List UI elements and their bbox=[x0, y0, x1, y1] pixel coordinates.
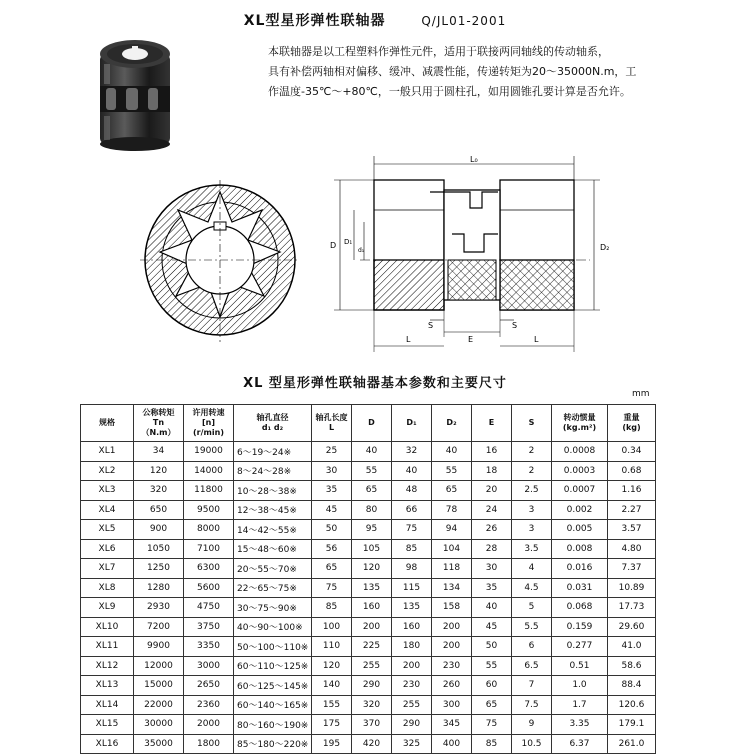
table-row bbox=[81, 695, 656, 715]
table-row bbox=[81, 734, 656, 754]
table-cell: 41.0 bbox=[608, 637, 656, 657]
table-cell: 0.016 bbox=[552, 559, 608, 579]
table-cell: 1280 bbox=[134, 578, 184, 598]
table-row bbox=[81, 461, 656, 481]
table-cell: 0.068 bbox=[552, 598, 608, 618]
table-cell: 60 bbox=[472, 676, 512, 696]
table-cell: 200 bbox=[432, 617, 472, 637]
column-header bbox=[608, 405, 656, 442]
table-cell: 0.0003 bbox=[552, 461, 608, 481]
table-cell: 0.68 bbox=[608, 461, 656, 481]
unit-label: mm bbox=[632, 389, 650, 399]
column-header-line: Tn bbox=[152, 418, 165, 427]
table-cell: 255 bbox=[392, 695, 432, 715]
table-row bbox=[81, 676, 656, 696]
table-cell: 6～19～24※ bbox=[234, 442, 312, 462]
table-cell: 230 bbox=[392, 676, 432, 696]
table-cell: 25 bbox=[312, 442, 352, 462]
table-cell: 60～140～165※ bbox=[234, 695, 312, 715]
table-cell: 4.5 bbox=[512, 578, 552, 598]
table-cell: 35 bbox=[472, 578, 512, 598]
column-header-line: d₁ d₂ bbox=[261, 423, 284, 432]
table-cell: 900 bbox=[134, 520, 184, 540]
table-cell: 160 bbox=[392, 617, 432, 637]
table-cell: 1050 bbox=[134, 539, 184, 559]
column-header bbox=[81, 405, 134, 442]
product-photo bbox=[86, 24, 186, 154]
table-row bbox=[81, 715, 656, 735]
table-cell: 155 bbox=[312, 695, 352, 715]
table-cell: 80～160～190※ bbox=[234, 715, 312, 735]
table-cell: 50～100～110※ bbox=[234, 637, 312, 657]
dim-S: S bbox=[428, 321, 434, 330]
table-cell: 0.0007 bbox=[552, 481, 608, 501]
table-cell: 0.008 bbox=[552, 539, 608, 559]
side-view bbox=[330, 155, 609, 352]
table-cell: 7 bbox=[512, 676, 552, 696]
table-cell: 0.34 bbox=[608, 442, 656, 462]
table-cell: 12～38～45※ bbox=[234, 500, 312, 520]
dim-D2: D₂ bbox=[600, 243, 610, 252]
table-cell: 0.005 bbox=[552, 520, 608, 540]
table-row bbox=[81, 481, 656, 501]
model-cell: XL2 bbox=[81, 461, 134, 481]
table-cell: 22000 bbox=[134, 695, 184, 715]
table-cell: 95 bbox=[352, 520, 392, 540]
column-header-line: 轴孔长度 bbox=[315, 413, 348, 422]
product-description bbox=[268, 42, 668, 102]
table-cell: 160 bbox=[352, 598, 392, 618]
table-cell: 200 bbox=[352, 617, 392, 637]
table-cell: 50 bbox=[312, 520, 352, 540]
table-cell: 75 bbox=[392, 520, 432, 540]
table-cell: 65 bbox=[472, 695, 512, 715]
table-cell: 1.7 bbox=[552, 695, 608, 715]
dim-D: D bbox=[330, 241, 337, 250]
table-cell: 115 bbox=[392, 578, 432, 598]
column-header-line: 许用转速 bbox=[192, 408, 225, 417]
table-cell: 7.5 bbox=[512, 695, 552, 715]
table-cell: 30000 bbox=[134, 715, 184, 735]
table-cell: 66 bbox=[392, 500, 432, 520]
column-header-line: L bbox=[328, 423, 335, 432]
table-cell: 179.1 bbox=[608, 715, 656, 735]
table-body bbox=[81, 442, 656, 754]
model-cell: XL9 bbox=[81, 598, 134, 618]
table-cell: 19000 bbox=[184, 442, 234, 462]
column-header-line: D₂ bbox=[446, 418, 457, 427]
dim-L-left: L bbox=[406, 335, 411, 344]
table-cell: 24 bbox=[472, 500, 512, 520]
table-cell: 7100 bbox=[184, 539, 234, 559]
table-row bbox=[81, 539, 656, 559]
table-cell: 60～125～145※ bbox=[234, 676, 312, 696]
table-cell: 290 bbox=[352, 676, 392, 696]
table-cell: 105 bbox=[352, 539, 392, 559]
table-cell: 260 bbox=[432, 676, 472, 696]
table-cell: 80 bbox=[352, 500, 392, 520]
column-header bbox=[392, 405, 432, 442]
table-cell: 10.89 bbox=[608, 578, 656, 598]
table-cell: 60～110～125※ bbox=[234, 656, 312, 676]
table-row bbox=[81, 442, 656, 462]
table-cell: 120.6 bbox=[608, 695, 656, 715]
table-cell: 3750 bbox=[184, 617, 234, 637]
table-cell: 0.031 bbox=[552, 578, 608, 598]
table-cell: 22～65～75※ bbox=[234, 578, 312, 598]
table-cell: 255 bbox=[352, 656, 392, 676]
table-cell: 195 bbox=[312, 734, 352, 754]
table-cell: 2930 bbox=[134, 598, 184, 618]
table-cell: 55 bbox=[352, 461, 392, 481]
column-header bbox=[472, 405, 512, 442]
table-cell: 65 bbox=[312, 559, 352, 579]
dim-S-right: S bbox=[512, 321, 518, 330]
table-cell: 40 bbox=[352, 442, 392, 462]
table-cell: 3 bbox=[512, 520, 552, 540]
table-header-row bbox=[81, 405, 656, 442]
table-cell: 135 bbox=[352, 578, 392, 598]
table-cell: 6.37 bbox=[552, 734, 608, 754]
technical-drawing bbox=[130, 152, 620, 362]
table-cell: 225 bbox=[352, 637, 392, 657]
dim-L-right: L bbox=[534, 335, 539, 344]
table-cell: 9900 bbox=[134, 637, 184, 657]
table-cell: 85 bbox=[472, 734, 512, 754]
model-cell: XL3 bbox=[81, 481, 134, 501]
table-cell: 56 bbox=[312, 539, 352, 559]
dim-E: E bbox=[468, 335, 474, 344]
table-cell: 120 bbox=[352, 559, 392, 579]
table-cell: 9 bbox=[512, 715, 552, 735]
table-row bbox=[81, 617, 656, 637]
table-cell: 120 bbox=[312, 656, 352, 676]
table-cell: 6300 bbox=[184, 559, 234, 579]
model-cell: XL1 bbox=[81, 442, 134, 462]
table-cell: 320 bbox=[134, 481, 184, 501]
table-cell: 2.27 bbox=[608, 500, 656, 520]
table-cell: 5.5 bbox=[512, 617, 552, 637]
table-cell: 140 bbox=[312, 676, 352, 696]
table-cell: 300 bbox=[432, 695, 472, 715]
table-cell: 6 bbox=[512, 637, 552, 657]
column-header-line: (r/min) bbox=[193, 428, 224, 437]
table-cell: 58.6 bbox=[608, 656, 656, 676]
table-cell: 10～28～38※ bbox=[234, 481, 312, 501]
dim-L0: L₀ bbox=[470, 155, 478, 164]
table-cell: 65 bbox=[352, 481, 392, 501]
table-cell: 98 bbox=[392, 559, 432, 579]
table-cell: 15000 bbox=[134, 676, 184, 696]
model-cell: XL15 bbox=[81, 715, 134, 735]
table-cell: 7200 bbox=[134, 617, 184, 637]
table-cell: 420 bbox=[352, 734, 392, 754]
table-cell: 134 bbox=[432, 578, 472, 598]
table-cell: 11800 bbox=[184, 481, 234, 501]
table-cell: 40 bbox=[432, 442, 472, 462]
table-cell: 400 bbox=[432, 734, 472, 754]
table-cell: 650 bbox=[134, 500, 184, 520]
table-cell: 29.60 bbox=[608, 617, 656, 637]
table-cell: 15～48～60※ bbox=[234, 539, 312, 559]
table-cell: 345 bbox=[432, 715, 472, 735]
model-cell: XL5 bbox=[81, 520, 134, 540]
model-cell: XL4 bbox=[81, 500, 134, 520]
table-cell: 0.159 bbox=[552, 617, 608, 637]
table-cell: 9500 bbox=[184, 500, 234, 520]
table-cell: 4750 bbox=[184, 598, 234, 618]
table-cell: 1800 bbox=[184, 734, 234, 754]
model-cell: XL10 bbox=[81, 617, 134, 637]
title-text: XL型星形弹性联轴器 bbox=[243, 13, 386, 29]
column-header-line: (kg) bbox=[622, 423, 641, 432]
table-cell: 2000 bbox=[184, 715, 234, 735]
table-cell: 180 bbox=[392, 637, 432, 657]
table-cell: 3 bbox=[512, 500, 552, 520]
table-cell: 230 bbox=[432, 656, 472, 676]
column-header-line: 公称转矩 bbox=[142, 408, 175, 417]
table-cell: 3350 bbox=[184, 637, 234, 657]
table-cell: 325 bbox=[392, 734, 432, 754]
table-row bbox=[81, 637, 656, 657]
table-cell: 370 bbox=[352, 715, 392, 735]
column-header-line: (kg.m²) bbox=[562, 423, 597, 432]
column-header-line: E bbox=[488, 418, 495, 427]
table-cell: 158 bbox=[432, 598, 472, 618]
column-header-line: [n] bbox=[201, 418, 215, 427]
table-cell: 35 bbox=[312, 481, 352, 501]
column-header-line: （N.m） bbox=[141, 428, 176, 437]
table-cell: 30 bbox=[312, 461, 352, 481]
column-header-line: D₁ bbox=[406, 418, 417, 427]
table-cell: 261.0 bbox=[608, 734, 656, 754]
model-cell: XL13 bbox=[81, 676, 134, 696]
table-cell: 40～90～100※ bbox=[234, 617, 312, 637]
column-header bbox=[432, 405, 472, 442]
table-cell: 8000 bbox=[184, 520, 234, 540]
table-cell: 6.5 bbox=[512, 656, 552, 676]
model-cell: XL6 bbox=[81, 539, 134, 559]
table-cell: 175 bbox=[312, 715, 352, 735]
table-cell: 5 bbox=[512, 598, 552, 618]
table-cell: 1250 bbox=[134, 559, 184, 579]
column-header bbox=[352, 405, 392, 442]
table-cell: 40 bbox=[392, 461, 432, 481]
table-cell: 3.5 bbox=[512, 539, 552, 559]
table-cell: 1.16 bbox=[608, 481, 656, 501]
table-cell: 88.4 bbox=[608, 676, 656, 696]
standard-code: Q/JL01-2001 bbox=[421, 14, 507, 28]
table-cell: 2 bbox=[512, 442, 552, 462]
table-cell: 85 bbox=[312, 598, 352, 618]
table-cell: 3000 bbox=[184, 656, 234, 676]
table-cell: 5600 bbox=[184, 578, 234, 598]
table-cell: 20～55～70※ bbox=[234, 559, 312, 579]
table-cell: 55 bbox=[472, 656, 512, 676]
table-cell: 20 bbox=[472, 481, 512, 501]
column-header bbox=[234, 405, 312, 442]
description-line: 作温度-35℃～+80℃，一般只用于圆柱孔，如用圆锥孔要计算是否允许。 bbox=[268, 85, 631, 98]
table-cell: 75 bbox=[472, 715, 512, 735]
table-cell: 26 bbox=[472, 520, 512, 540]
column-header bbox=[312, 405, 352, 442]
table-cell: 2650 bbox=[184, 676, 234, 696]
table-cell: 48 bbox=[392, 481, 432, 501]
column-header bbox=[134, 405, 184, 442]
table-cell: 30～75～90※ bbox=[234, 598, 312, 618]
table-cell: 3.35 bbox=[552, 715, 608, 735]
table-cell: 85～180～220※ bbox=[234, 734, 312, 754]
table-cell: 2.5 bbox=[512, 481, 552, 501]
table-row bbox=[81, 598, 656, 618]
table-cell: 10.5 bbox=[512, 734, 552, 754]
model-cell: XL12 bbox=[81, 656, 134, 676]
table-cell: 28 bbox=[472, 539, 512, 559]
table-cell: 104 bbox=[432, 539, 472, 559]
model-cell: XL7 bbox=[81, 559, 134, 579]
table-cell: 85 bbox=[392, 539, 432, 559]
description-line: 本联轴器是以工程塑料作弹性元件，适用于联接两同轴线的传动轴系， bbox=[268, 45, 609, 58]
table-cell: 320 bbox=[352, 695, 392, 715]
table-cell: 40 bbox=[472, 598, 512, 618]
table-cell: 30 bbox=[472, 559, 512, 579]
table-row bbox=[81, 656, 656, 676]
table-cell: 200 bbox=[432, 637, 472, 657]
table-cell: 0.002 bbox=[552, 500, 608, 520]
column-header bbox=[184, 405, 234, 442]
table-cell: 34 bbox=[134, 442, 184, 462]
table-cell: 120 bbox=[134, 461, 184, 481]
spec-table bbox=[80, 404, 656, 754]
table-cell: 200 bbox=[392, 656, 432, 676]
model-cell: XL11 bbox=[81, 637, 134, 657]
table-row bbox=[81, 559, 656, 579]
table-cell: 0.277 bbox=[552, 637, 608, 657]
table-cell: 100 bbox=[312, 617, 352, 637]
table-cell: 7.37 bbox=[608, 559, 656, 579]
model-cell: XL8 bbox=[81, 578, 134, 598]
table-cell: 75 bbox=[312, 578, 352, 598]
model-cell: XL16 bbox=[81, 734, 134, 754]
table-cell: 18 bbox=[472, 461, 512, 481]
description-line: 具有补偿两轴相对偏移、缓冲、减震性能，传递转矩为20～35000N.m，工 bbox=[268, 65, 637, 78]
table-cell: 17.73 bbox=[608, 598, 656, 618]
table-row bbox=[81, 578, 656, 598]
table-cell: 50 bbox=[472, 637, 512, 657]
table-cell: 135 bbox=[392, 598, 432, 618]
column-header-line: 重量 bbox=[623, 413, 640, 422]
table-cell: 0.0008 bbox=[552, 442, 608, 462]
table-cell: 14000 bbox=[184, 461, 234, 481]
table-cell: 32 bbox=[392, 442, 432, 462]
table-row bbox=[81, 520, 656, 540]
table-cell: 2360 bbox=[184, 695, 234, 715]
table-cell: 78 bbox=[432, 500, 472, 520]
table-cell: 4.80 bbox=[608, 539, 656, 559]
table-cell: 45 bbox=[472, 617, 512, 637]
table-cell: 12000 bbox=[134, 656, 184, 676]
column-header-line: 规格 bbox=[99, 418, 115, 427]
column-header-line: 转动惯量 bbox=[563, 413, 596, 422]
table-cell: 8～24～28※ bbox=[234, 461, 312, 481]
table-title: XL 型星形弹性联轴器基本参数和主要尺寸 bbox=[243, 376, 507, 391]
table-cell: 3.57 bbox=[608, 520, 656, 540]
dim-D1: D₁ bbox=[344, 238, 353, 246]
column-header-line: 轴孔直径 bbox=[256, 413, 289, 422]
table-cell: 110 bbox=[312, 637, 352, 657]
end-view bbox=[140, 180, 300, 342]
table-cell: 94 bbox=[432, 520, 472, 540]
table-cell: 16 bbox=[472, 442, 512, 462]
table-cell: 14～42～55※ bbox=[234, 520, 312, 540]
column-header-line: D bbox=[368, 418, 375, 427]
table-cell: 2 bbox=[512, 461, 552, 481]
column-header bbox=[552, 405, 608, 442]
model-cell: XL14 bbox=[81, 695, 134, 715]
table-cell: 65 bbox=[432, 481, 472, 501]
table-cell: 118 bbox=[432, 559, 472, 579]
table-row bbox=[81, 500, 656, 520]
table-cell: 4 bbox=[512, 559, 552, 579]
table-cell: 290 bbox=[392, 715, 432, 735]
table-cell: 0.51 bbox=[552, 656, 608, 676]
column-header-line: S bbox=[528, 418, 535, 427]
table-cell: 55 bbox=[432, 461, 472, 481]
table-cell: 1.0 bbox=[552, 676, 608, 696]
table-cell: 35000 bbox=[134, 734, 184, 754]
column-header bbox=[512, 405, 552, 442]
dim-d1: d₁ bbox=[358, 247, 365, 254]
table-cell: 45 bbox=[312, 500, 352, 520]
